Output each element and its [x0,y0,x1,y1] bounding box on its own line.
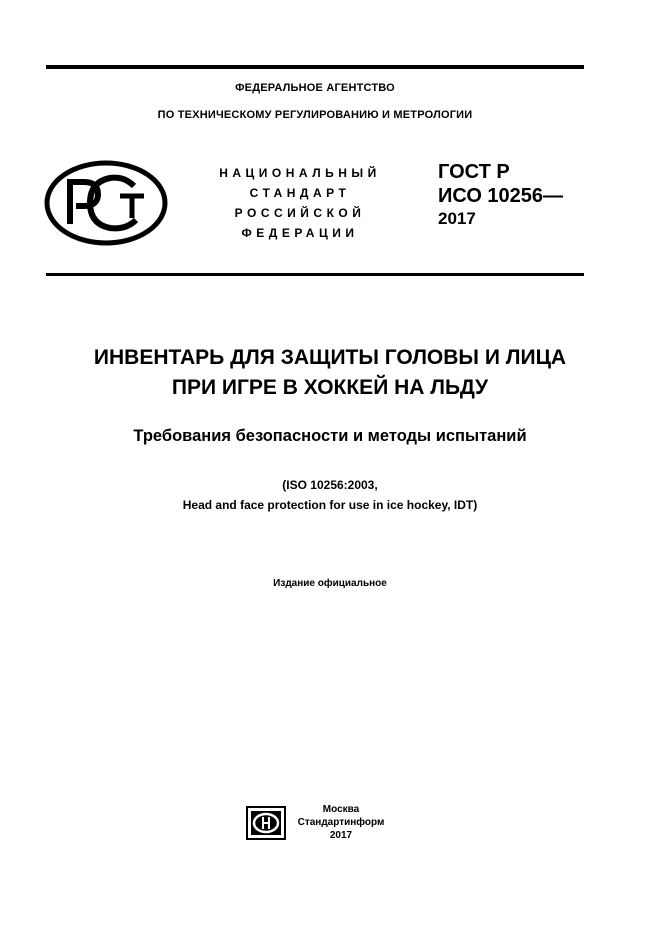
middle-rule [46,273,584,276]
national-line: РОССИЙСКОЙ [234,206,366,220]
edition-label: Издание официальное [273,578,387,589]
document-title-line-2: ПРИ ИГРЕ В ХОККЕЙ НА ЛЬДУ [171,376,489,399]
publisher-city: Москва [322,804,360,815]
iso-reference-line-2: Head and face protection for use in ice hockey, IDT) [182,498,478,512]
document-title-line-1: ИНВЕНТАРЬ ДЛЯ ЗАЩИТЫ ГОЛОВЫ И ЛИЦА [93,346,567,369]
standard-designation-line-1: ГОСТ Р [438,161,510,183]
top-rule [46,65,584,69]
national-line: НАЦИОНАЛЬНЫЙ [219,166,381,180]
national-line: СТАНДАРТ [249,186,351,200]
publisher-year: 2017 [329,830,353,841]
national-line: ФЕДЕРАЦИИ [241,226,359,240]
agency-line-2: ПО ТЕХНИЧЕСКОМУ РЕГУЛИРОВАНИЮ И МЕТРОЛОГИИ [157,109,473,121]
agency-line-1: ФЕДЕРАЛЬНОЕ АГЕНТСТВО [235,82,395,94]
gost-r-logo-icon [44,160,168,246]
document-subtitle: Требования безопасности и методы испытаний [133,427,527,445]
publisher-name: Стандартинформ [297,817,385,828]
standard-designation-line-2: ИСО 10256— [438,185,564,207]
standard-designation-year: 2017 [438,209,476,228]
iso-reference-line-1: (ISO 10256:2003, [282,478,378,492]
standartinform-logo-icon [246,806,286,840]
